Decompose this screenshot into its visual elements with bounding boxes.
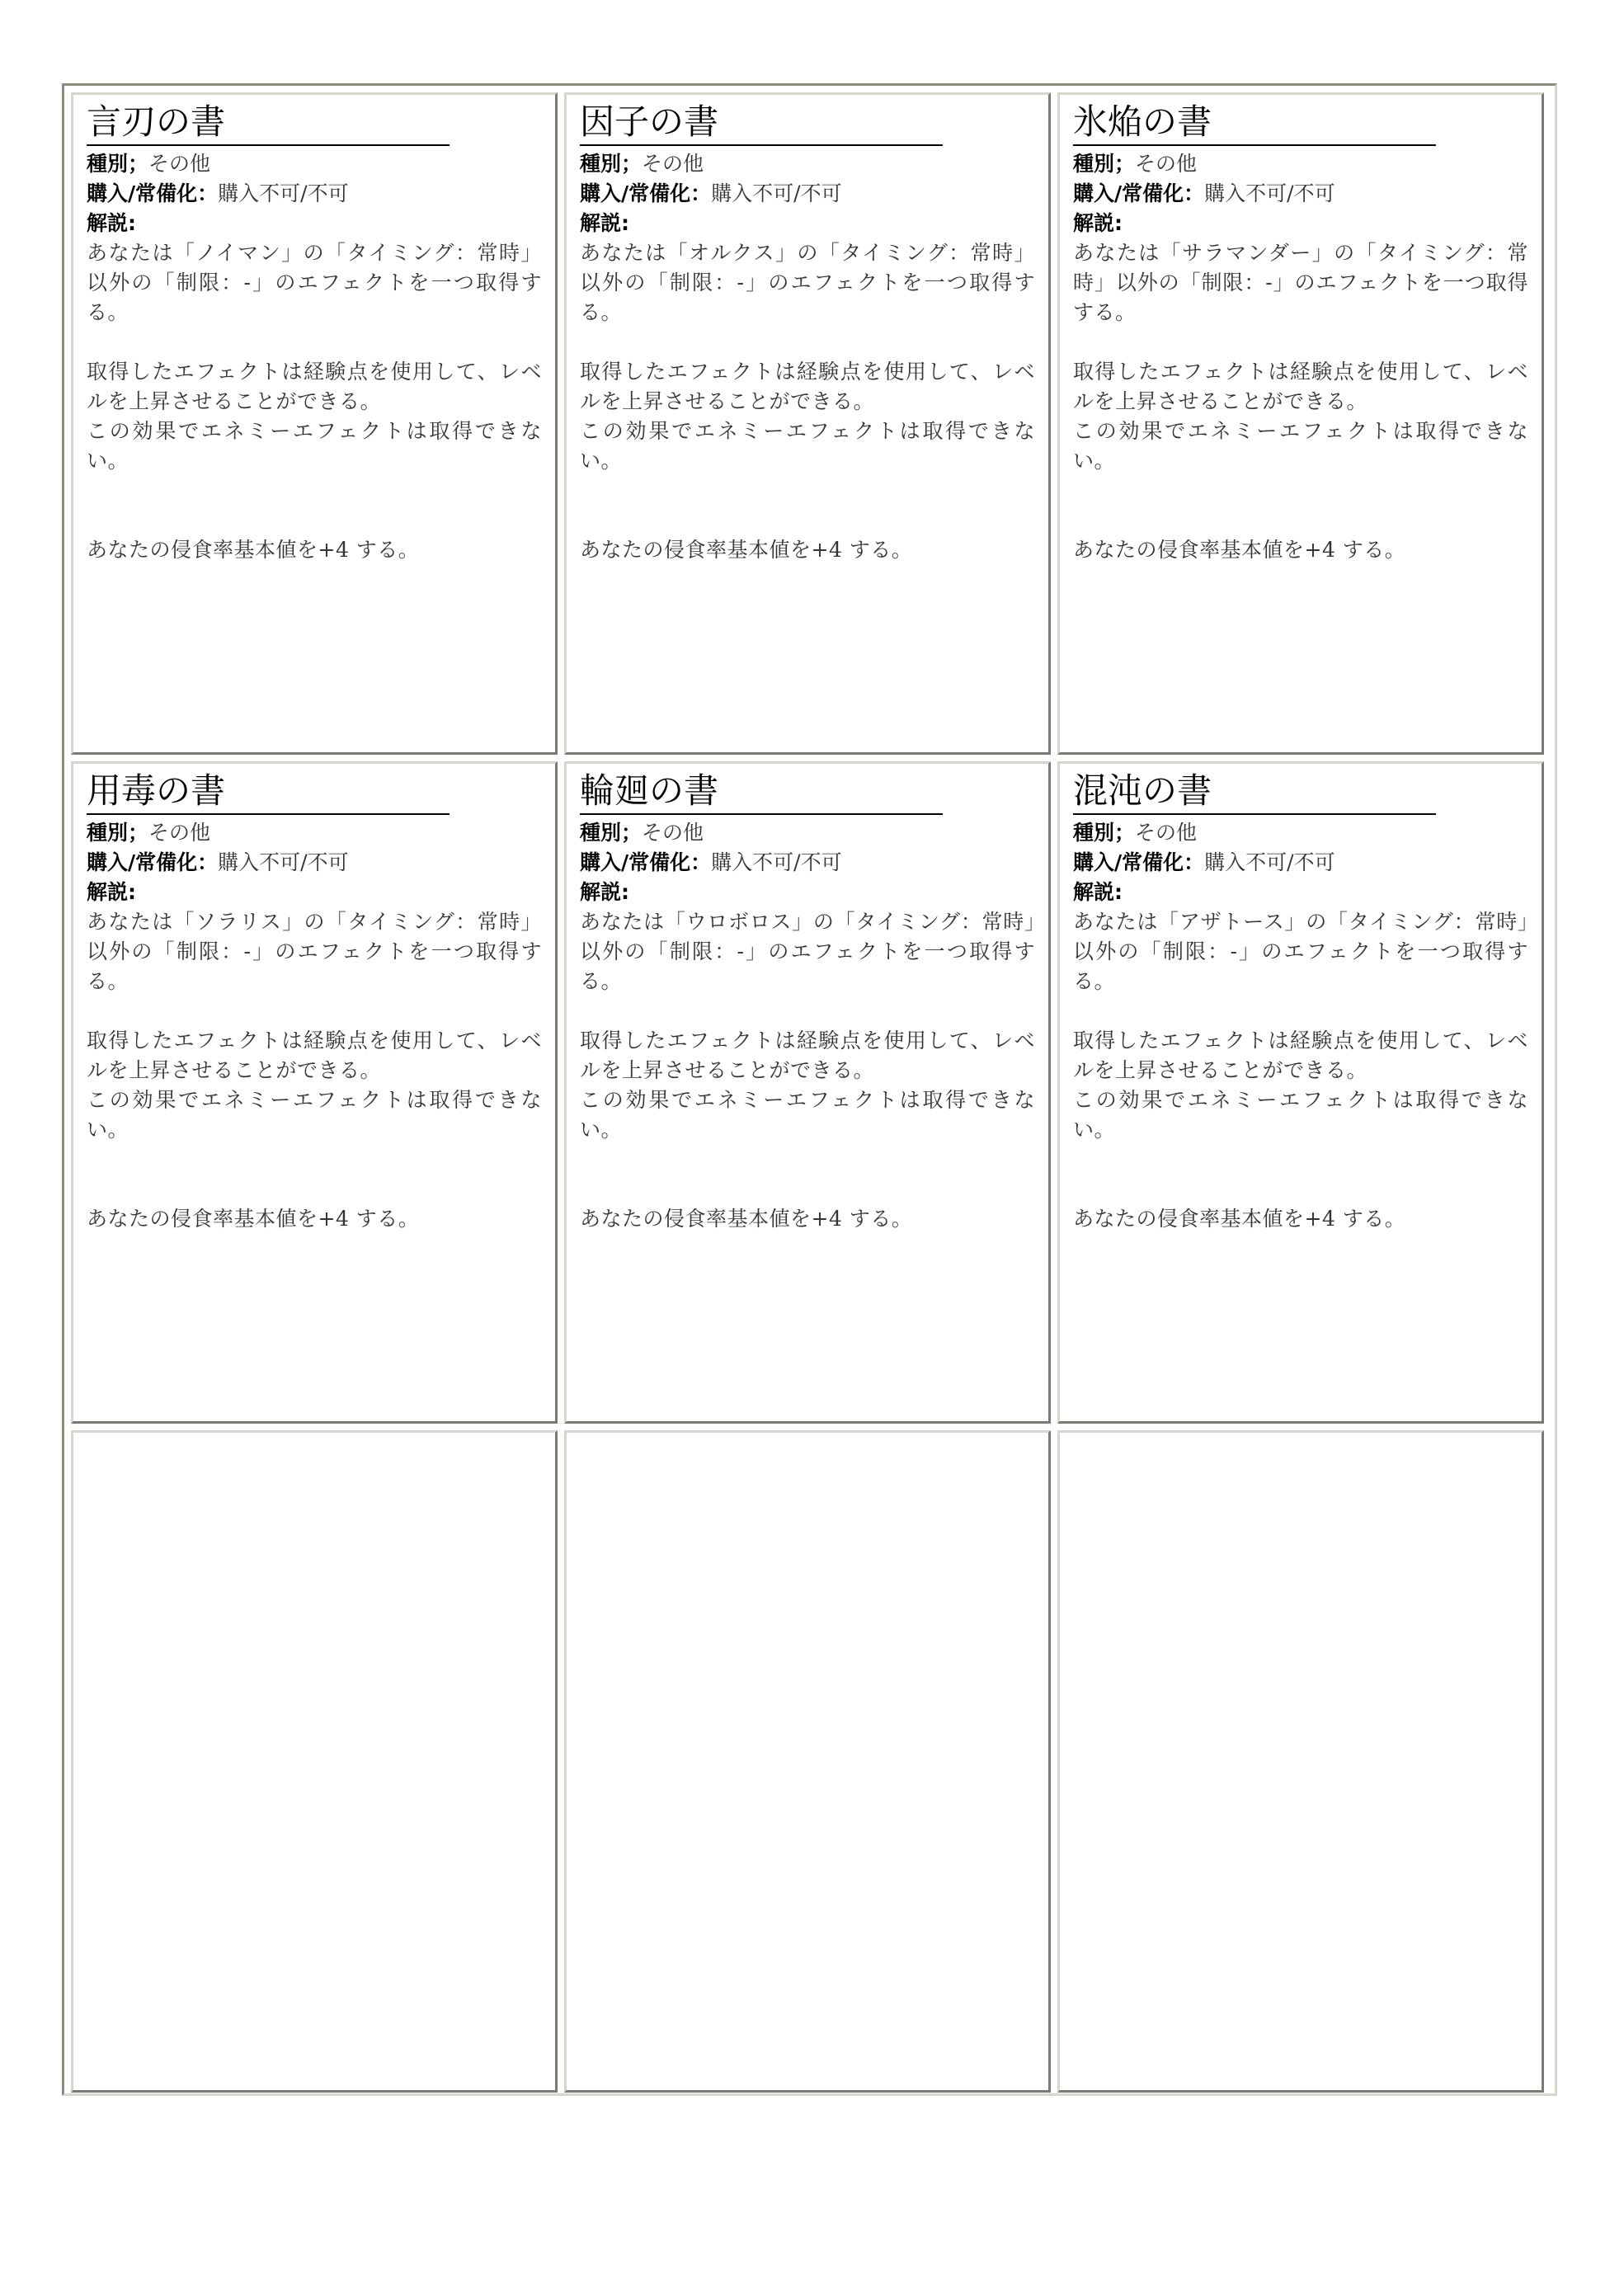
purchase-label: 購入/常備化： [580,181,712,205]
card-type-row [87,149,542,179]
description-paragraph-4: あなたの侵食率基本値を+4 する。 [87,1207,420,1231]
type-value: その他 [148,152,211,176]
purchase-label: 購入/常備化： [87,850,219,874]
description-paragraph-3: この効果でエネミーエフェクトは取得できない。 [1073,1088,1528,1142]
card-title: 用毒の書 [87,769,450,815]
card-desc-row [1073,878,1528,907]
type-label: 種別； [580,821,643,845]
type-label: 種別； [87,821,149,845]
description-paragraph-1: あなたは「ノイマン」の「タイミング：常時」以外の「制限：-」のエフェクトを一つ取得する。 [87,241,542,324]
description-paragraph-3: この効果でエネミーエフェクトは取得できない。 [580,1088,1035,1142]
card-title: 混沌の書 [1073,769,1436,815]
description-paragraph-1: あなたは「ウロボロス」の「タイミング：常時」以外の「制限：-」のエフェクトを一つ取得する。 [580,910,1035,993]
card-purchase-row [87,179,542,209]
card-kotoba [71,92,558,755]
card-desc-row [580,878,1035,907]
description-paragraph-1: あなたは「サラマンダー」の「タイミング：常時」以外の「制限：-」のエフェクトを一つ取得する。 [1073,241,1528,324]
type-label: 種別； [580,152,643,176]
purchase-value: 購入不可/不可 [1204,181,1335,205]
empty-card [71,1430,558,2093]
description-label: 解説: [580,880,629,904]
card-purchase-row [87,848,542,878]
card-title: 因子の書 [580,100,943,146]
description-paragraph-2: 取得したエフェクトは経験点を使用して、レベルを上昇させることができる。 [87,360,542,413]
card-title: 輪廻の書 [580,769,943,815]
description-paragraph-4: あなたの侵食率基本値を+4 する。 [580,538,913,562]
description-paragraph-2: 取得したエフェクトは経験点を使用して、レベルを上昇させることができる。 [1073,360,1528,413]
card-title: 氷焔の書 [1073,100,1436,146]
type-value: その他 [642,821,704,845]
type-label: 種別； [1073,152,1136,176]
purchase-label: 購入/常備化： [1073,850,1205,874]
description-paragraph-2: 取得したエフェクトは経験点を使用して、レベルを上昇させることができる。 [1073,1029,1528,1082]
description-label: 解説: [1073,880,1123,904]
card-desc-row [580,209,1035,238]
purchase-value: 購入不可/不可 [711,181,842,205]
empty-card [1057,1430,1544,2093]
card-purchase-row [1073,848,1528,878]
description-paragraph-4: あなたの侵食率基本値を+4 する。 [580,1207,913,1231]
card-rinne [564,761,1051,1424]
description-label: 解説: [1073,211,1123,235]
card-desc-row [87,878,542,907]
description-paragraph-1: あなたは「ソラリス」の「タイミング：常時」以外の「制限：-」のエフェクトを一つ取得する。 [87,910,542,993]
empty-card [564,1430,1051,2093]
card-title: 言刃の書 [87,100,450,146]
description-paragraph-4: あなたの侵食率基本値を+4 する。 [1073,1207,1406,1231]
description-paragraph-3: この効果でエネミーエフェクトは取得できない。 [87,419,542,473]
card-desc-row [87,209,542,238]
card-purchase-row [580,848,1035,878]
card-sheet [62,83,1557,2096]
card-type-row [87,818,542,848]
description-paragraph-1: あなたは「オルクス」の「タイミング：常時」以外の「制限：-」のエフェクトを一つ取得する。 [580,241,1035,324]
card-grid [71,92,1548,2087]
type-value: その他 [1135,821,1198,845]
card-yodoku [71,761,558,1424]
card-konton [1057,761,1544,1424]
purchase-value: 購入不可/不可 [218,181,349,205]
description-paragraph-3: この効果でエネミーエフェクトは取得できない。 [87,1088,542,1142]
type-value: その他 [642,152,704,176]
card-inshi [564,92,1051,755]
description-paragraph-4: あなたの侵食率基本値を+4 する。 [87,538,420,562]
description-paragraph-2: 取得したエフェクトは経験点を使用して、レベルを上昇させることができる。 [580,1029,1035,1082]
card-desc-row [1073,209,1528,238]
card-type-row [580,149,1035,179]
purchase-value: 購入不可/不可 [218,850,349,874]
description-paragraph-4: あなたの侵食率基本値を+4 する。 [1073,538,1406,562]
purchase-label: 購入/常備化： [1073,181,1205,205]
description-paragraph-1: あなたは「アザトース」の「タイミング：常時」以外の「制限：-」のエフェクトを一つ取得する。 [1073,910,1528,993]
type-label: 種別； [1073,821,1136,845]
card-type-row [580,818,1035,848]
card-type-row [1073,818,1528,848]
card-type-row [1073,149,1528,179]
type-value: その他 [148,821,211,845]
purchase-label: 購入/常備化： [87,181,219,205]
type-value: その他 [1135,152,1198,176]
card-hyoen [1057,92,1544,755]
purchase-value: 購入不可/不可 [711,850,842,874]
purchase-value: 購入不可/不可 [1204,850,1335,874]
card-purchase-row [580,179,1035,209]
type-label: 種別； [87,152,149,176]
description-paragraph-3: この効果でエネミーエフェクトは取得できない。 [1073,419,1528,473]
description-paragraph-2: 取得したエフェクトは経験点を使用して、レベルを上昇させることができる。 [87,1029,542,1082]
card-purchase-row [1073,179,1528,209]
description-label: 解説: [580,211,629,235]
purchase-label: 購入/常備化： [580,850,712,874]
description-paragraph-3: この効果でエネミーエフェクトは取得できない。 [580,419,1035,473]
description-label: 解説: [87,880,136,904]
description-paragraph-2: 取得したエフェクトは経験点を使用して、レベルを上昇させることができる。 [580,360,1035,413]
description-label: 解説: [87,211,136,235]
